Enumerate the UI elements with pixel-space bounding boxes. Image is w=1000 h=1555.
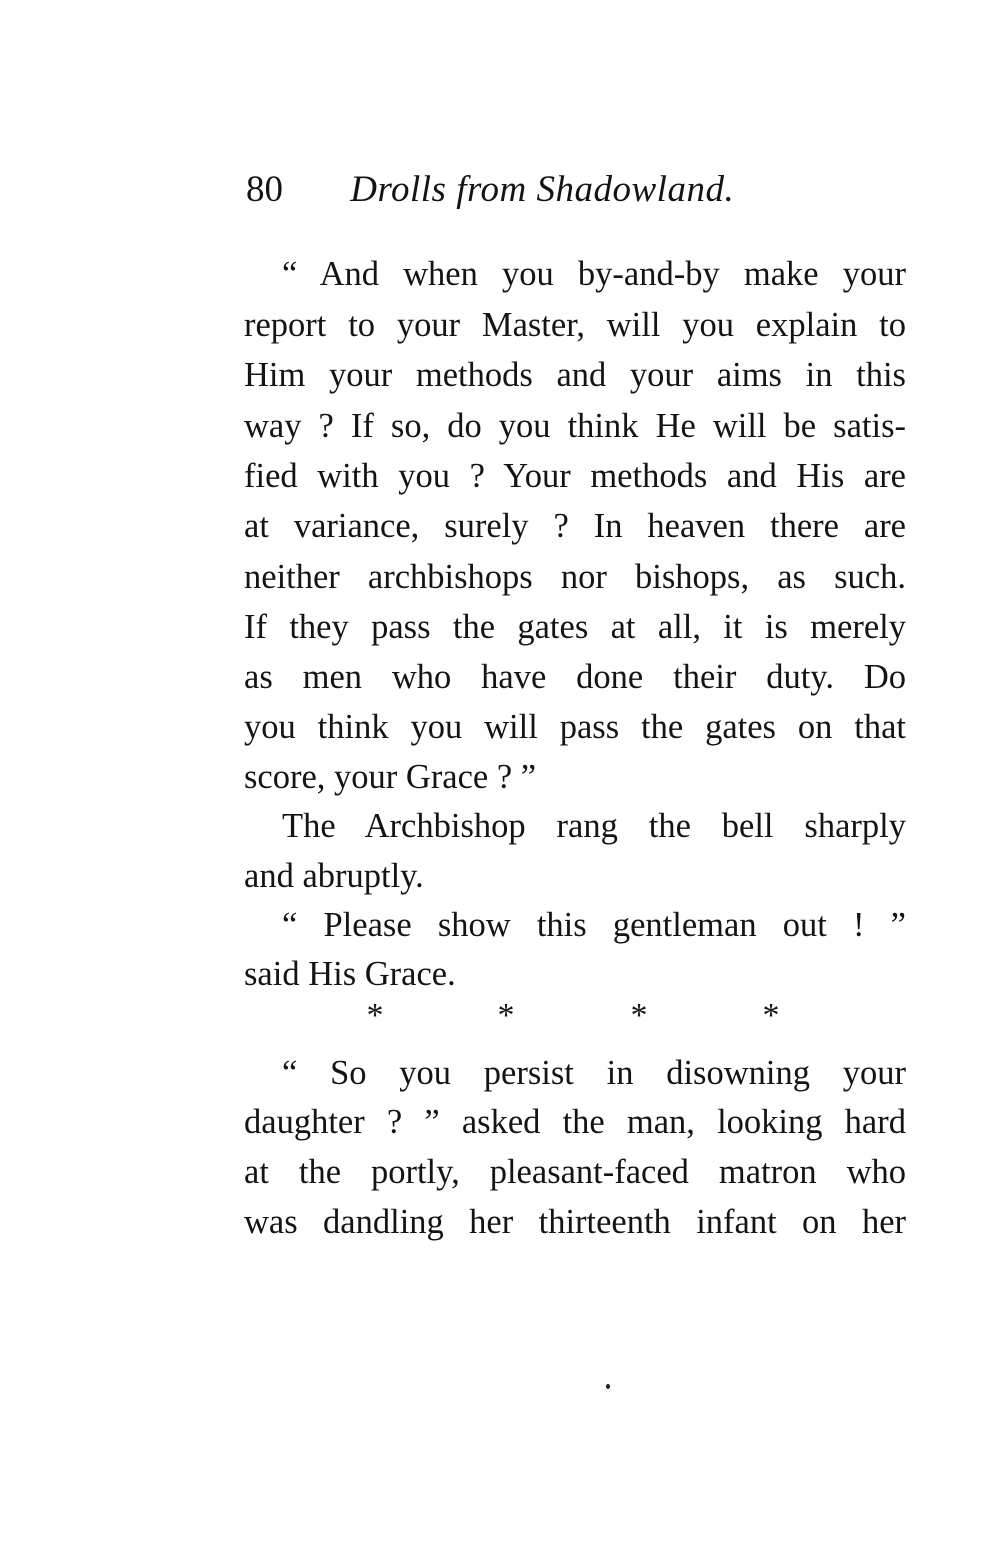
print-speck [606,1384,610,1389]
section-break-asterisk: * [366,997,384,1034]
text-line: The Archbishop rang the bell sharply [282,807,906,845]
text-line: score, your Grace ? ” [244,758,537,796]
text-line: way ? If so, do you think He will be satis- [244,407,906,445]
text-line: Him your methods and your aims in this [244,356,906,394]
text-line: at the portly, pleasant-faced matron who [244,1153,906,1191]
text-line: report to your Master, will you explain to [244,306,906,344]
text-line: “ Please show this gentleman out ! ” [282,906,906,944]
text-line: was dandling her thirteenth infant on her [244,1203,906,1241]
page-number: 80 [246,169,283,210]
text-line: as men who have done their duty. Do [244,658,906,696]
section-break-asterisk: * [630,997,648,1034]
text-line: fied with you ? Your methods and His are [244,457,906,495]
running-title: Drolls from Shadowland. [350,169,735,210]
text-line: said His Grace. [244,955,456,993]
text-line: neither archbishops nor bishops, as such. [244,558,906,596]
text-line: If they pass the gates at all, it is merely [244,608,906,646]
text-line: daughter ? ” asked the man, looking hard [244,1103,906,1141]
text-line: at variance, surely ? In heaven there are [244,507,906,545]
text-line: and abruptly. [244,857,424,895]
section-break-asterisk: * [762,997,780,1034]
text-line: “ And when you by-and-by make your [282,255,906,293]
section-break-asterisk: * [497,997,515,1034]
text-line: you think you will pass the gates on that [244,708,906,746]
running-head [246,165,886,215]
text-line: “ So you persist in disowning your [282,1054,906,1092]
